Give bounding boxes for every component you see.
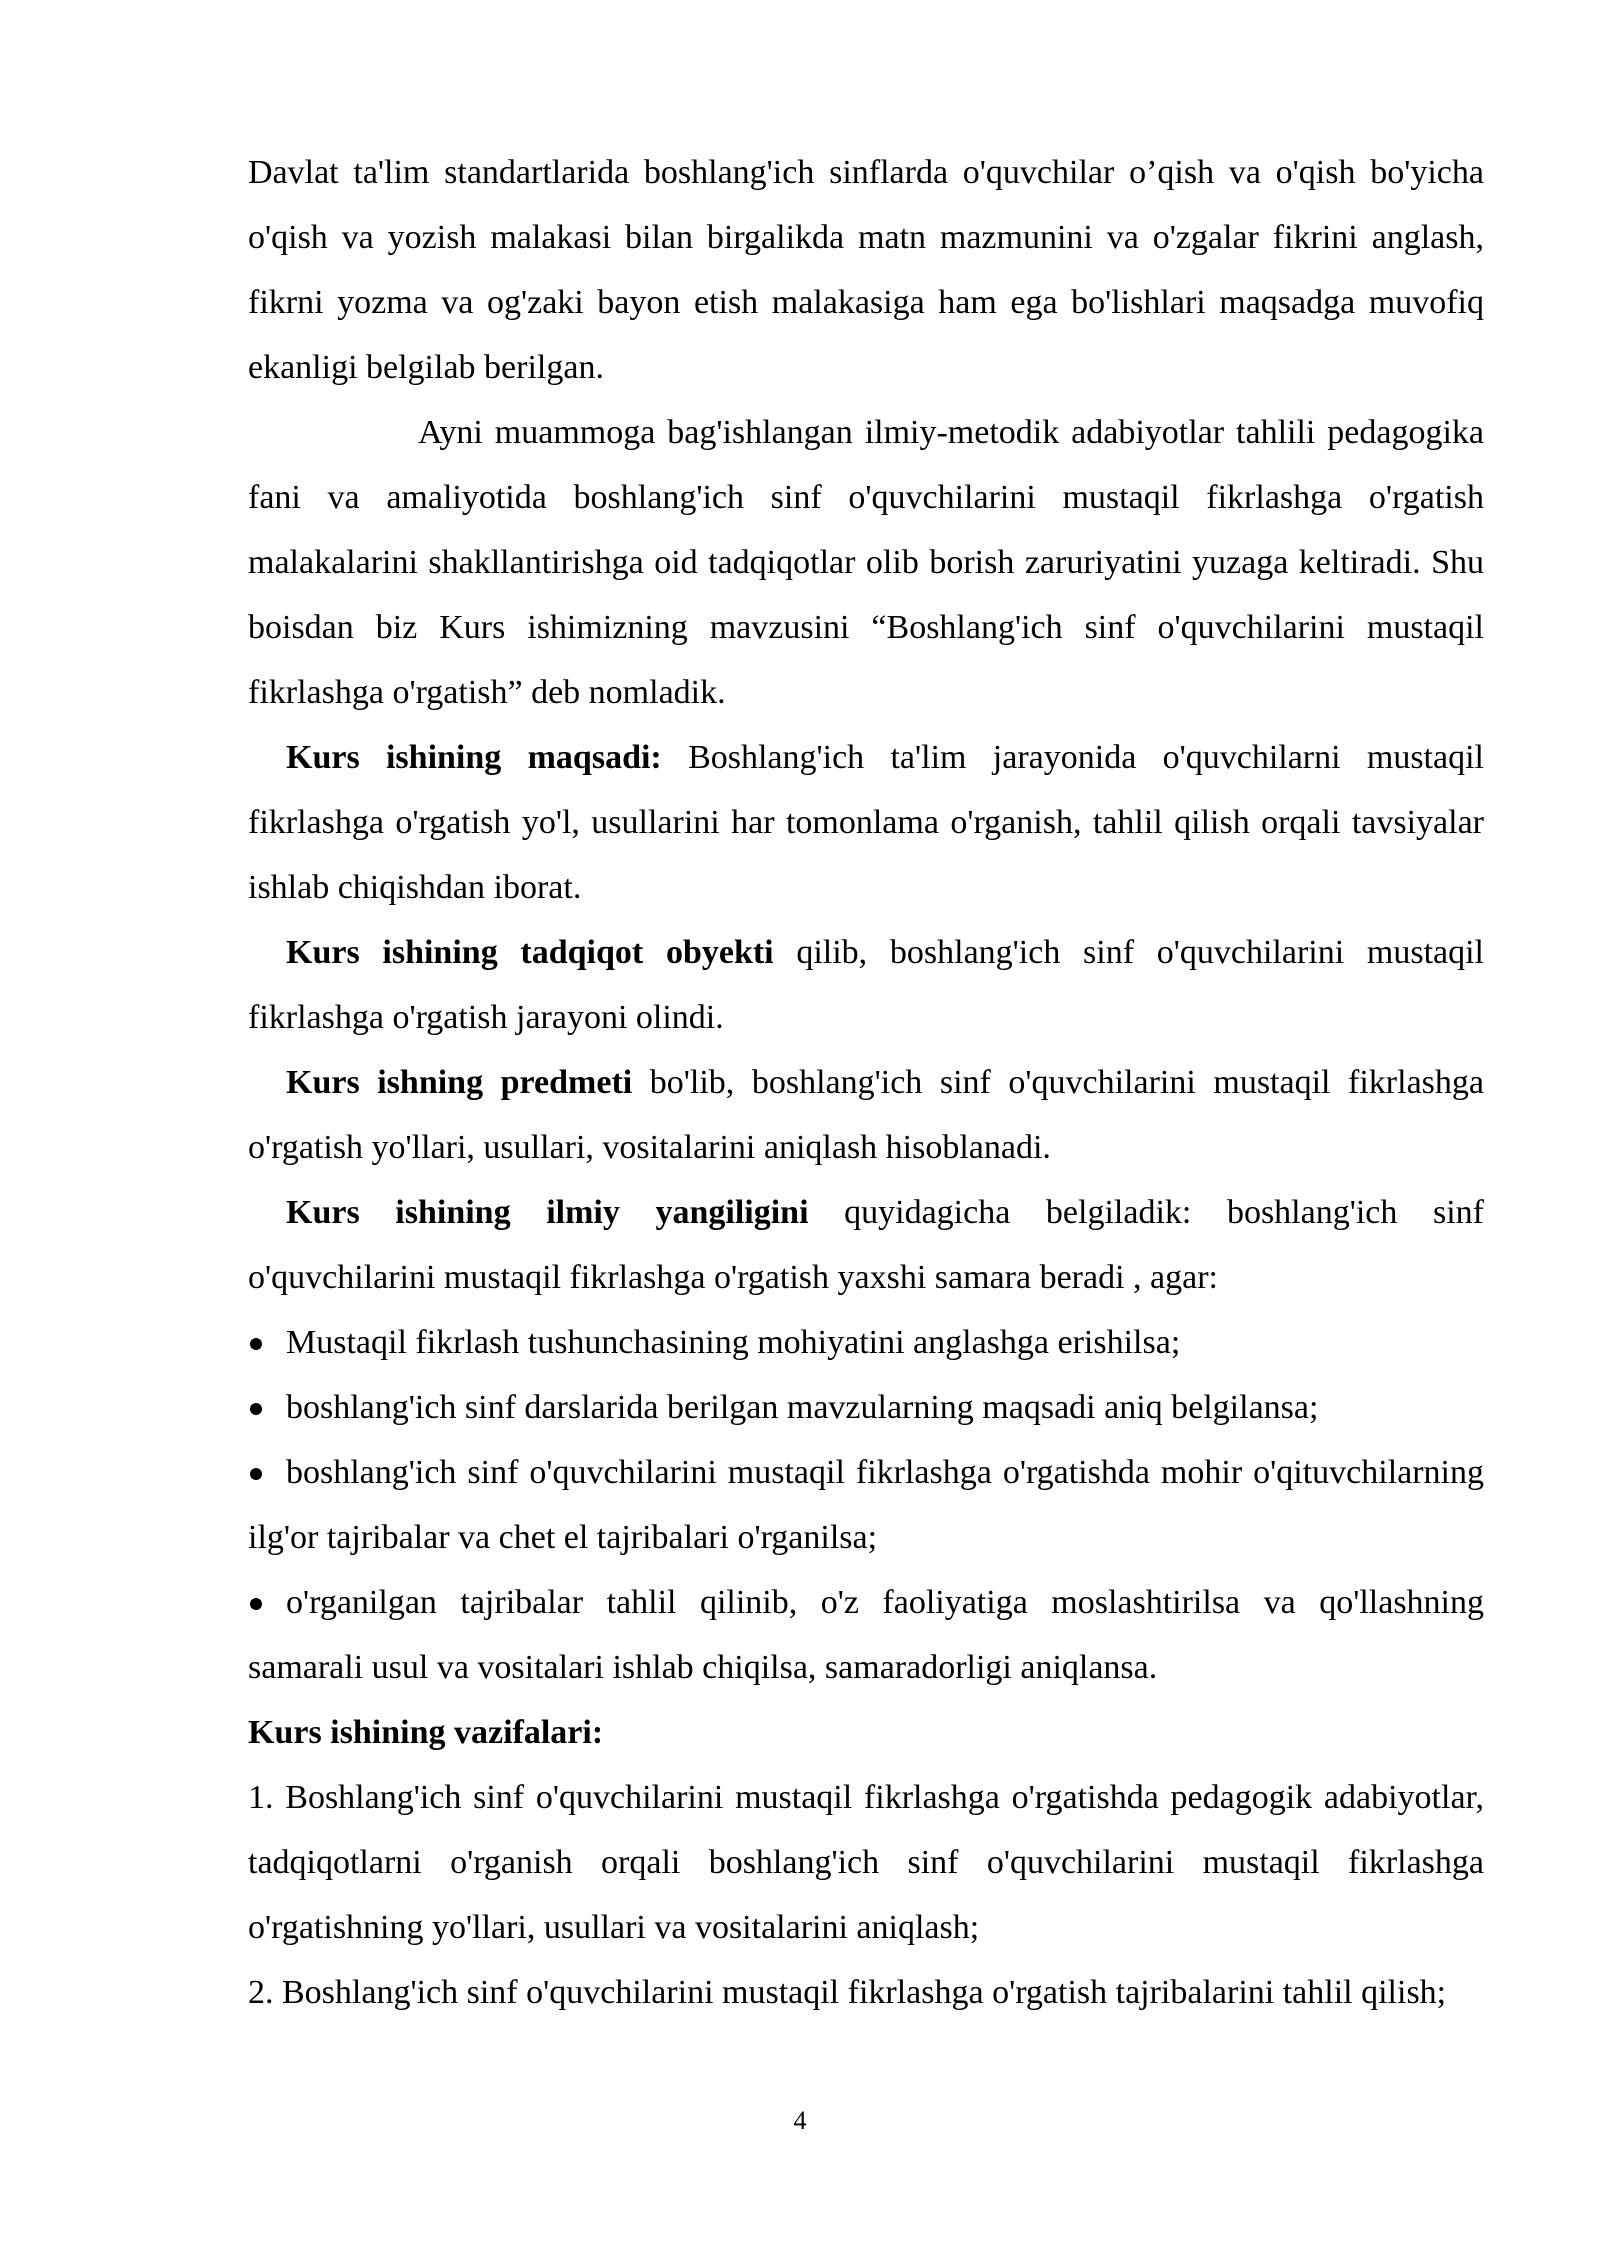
bullet-item-text: o'rganilgan tajribalar tahlil qilinib, o'z faoliyatiga moslashtirilsa va qo'llashning samarali usul va vositalari ishlab chiqilsa, samaradorligi aniqlansa.	[248, 1584, 1484, 1686]
paragraph-object	[248, 920, 1484, 1050]
bullet-item	[248, 1310, 1484, 1375]
tasks-heading-text: Kurs ishining vazifalari:	[248, 1714, 604, 1751]
bullet-item	[248, 1375, 1484, 1440]
goal-label: Kurs ishining maqsadi:	[286, 739, 662, 776]
novelty-bullet-list	[248, 1310, 1484, 1700]
task-item: 1. Boshlang'ich sinf o'quvchilarini mustaqil fikrlashga o'rgatishda pedagogik adabiyotlar, tadqiqotlarni o'rganish orqali boshlang'ich sinf o'quvchilarini mustaqil fikrlashga o'rgatishning yo'llari, usullari va vositalarini aniqlash;	[248, 1779, 1484, 1946]
paragraph-goal	[248, 725, 1484, 920]
object-text: qilib, boshlang'ich sinf o'quvchilarini mustaqil fikrlashga o'rgatish jarayoni olindi.	[248, 934, 1484, 1036]
subject-label: Kurs ishning predmeti	[286, 1064, 633, 1101]
bullet-icon	[250, 1468, 262, 1480]
bullet-item-text: Mustaqil fikrlash tushunchasining mohiyatini anglashga erishilsa;	[286, 1324, 1181, 1361]
bullet-item	[248, 1440, 1484, 1570]
paragraph-novelty	[248, 1180, 1484, 1310]
novelty-label: Kurs ishining ilmiy yangiligini	[286, 1194, 809, 1231]
goal-text: Boshlang'ich ta'lim jarayonida o'quvchilarni mustaqil fikrlashga o'rgatish yo'l, usullarini har tomonlama o'rganish, tahlil qilish orqali tavsiyalar ishlab chiqishdan iborat.	[248, 739, 1484, 906]
paragraph-standards: Davlat ta'lim standartlarida boshlang'ich sinflarda o'quvchilar o’qish va o'qish bo'yicha o'qish va yozish malakasi bilan birgalikda matn mazmunini va o'zgalar fikrini anglash, fikrni yozma va og'zaki bayon etish malakasiga ham ega bo'lishlari maqsadga muvofiq ekanligi belgilab berilgan.	[248, 154, 1484, 386]
novelty-text: quyidagicha belgiladik: boshlang'ich sinf o'quvchilarini mustaqil fikrlashga o'rgatish yaxshi samara beradi , agar:	[248, 1194, 1484, 1296]
paragraph-subject	[248, 1050, 1484, 1180]
object-label: Kurs ishining tadqiqot obyekti	[286, 934, 774, 971]
task-item: 2. Boshlang'ich sinf o'quvchilarini mustaqil fikrlashga o'rgatish tajribalarini tahlil qilish;	[248, 1974, 1447, 2011]
bullet-icon	[250, 1598, 262, 1610]
tasks-heading	[248, 1700, 1484, 1765]
bullet-item	[248, 1570, 1484, 1700]
page-number: 4	[793, 2106, 807, 2135]
bullet-icon	[250, 1338, 262, 1350]
bullet-icon	[250, 1403, 262, 1415]
page-content	[248, 140, 1484, 2025]
paragraph-topic: Ayni muammoga bag'ishlangan ilmiy-metodik adabiyotlar tahlili pedagogika fani va amaliyotida boshlang'ich sinf o'quvchilarini mustaqil fikrlashga o'rgatish malakalarini shakllantirishga oid tadqiqotlar olib borish zaruriyatini yuzaga keltiradi. Shu boisdan biz Kurs ishimizning mavzusini “Boshlang'ich sinf o'quvchilarini mustaqil fikrlashga o'rgatish” deb nomladik.	[248, 414, 1484, 711]
subject-text: bo'lib, boshlang'ich sinf o'quvchilarini mustaqil fikrlashga o'rgatish yo'llari, usullari, vositalarini aniqlash hisoblanadi.	[248, 1064, 1484, 1166]
bullet-item-text: boshlang'ich sinf o'quvchilarini mustaqil fikrlashga o'rgatishda mohir o'qituvchilarning ilg'or tajribalar va chet el tajribalari o'rganilsa;	[248, 1454, 1484, 1556]
bullet-item-text: boshlang'ich sinf darslarida berilgan mavzularning maqsadi aniq belgilansa;	[286, 1389, 1319, 1426]
